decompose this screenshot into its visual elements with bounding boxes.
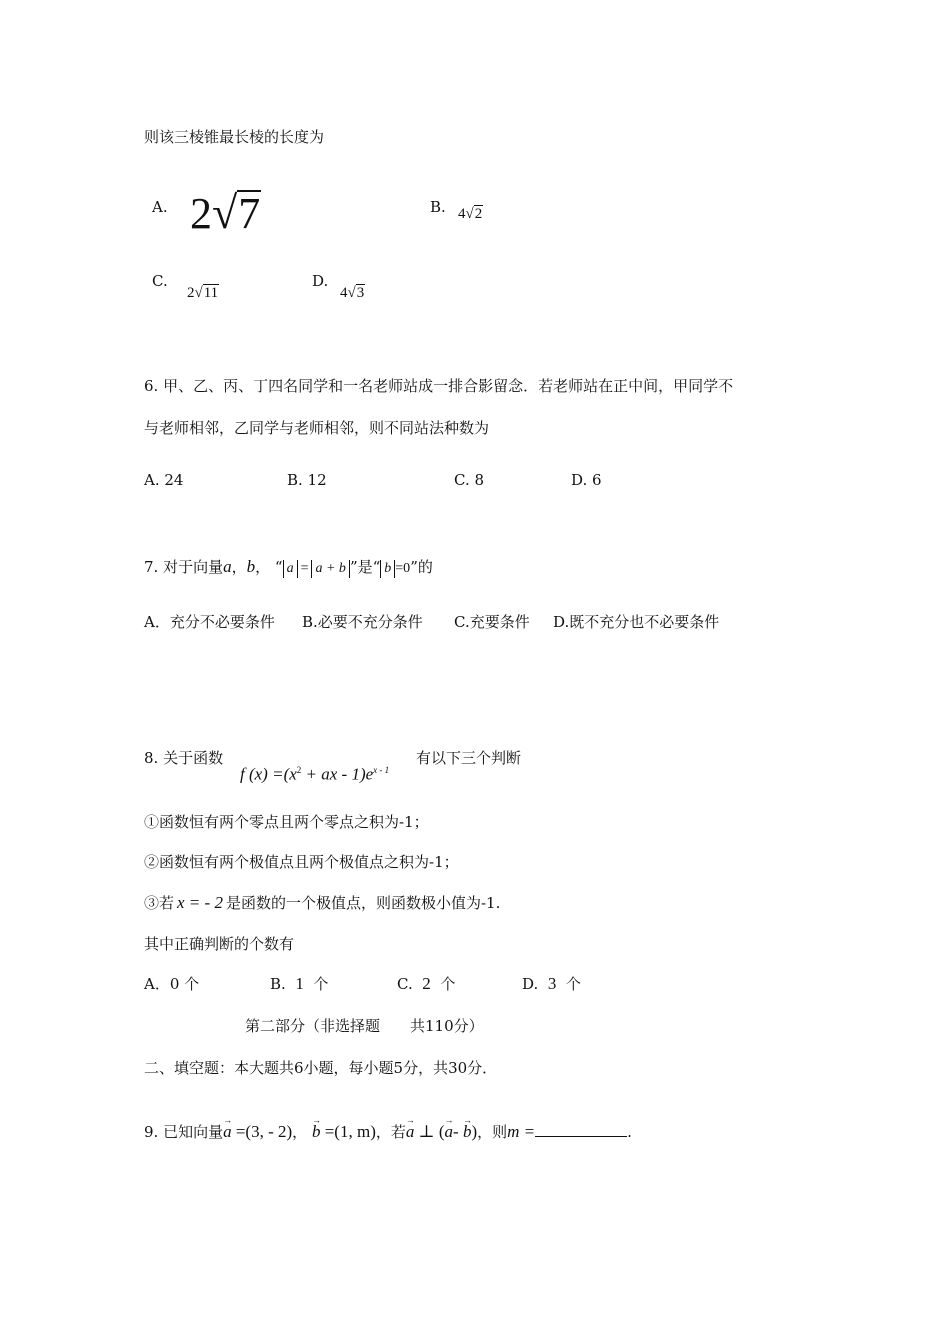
q8-judgment-2: ②函数恒有两个极值点且两个极值点之积为-1； [144,853,459,871]
q5-option-b-label: B. [430,198,446,216]
q9-answer-blank[interactable] [535,1122,627,1137]
q5-option-a-label: A. [152,198,168,216]
q8-function: f $(x) =(x^2$ + ax - $1)e^{x - 1}$ [240,764,390,784]
q8-stem-suffix: 有以下三个判断 [416,749,522,767]
q8-stem-prefix: 8. 关于函数 [144,749,224,767]
q6-stem-line2: 与老师相邻，乙同学与老师相邻，则不同站法种数为 [144,419,490,437]
q5-option-d-label: D. [312,272,329,290]
q8-option-a: A．0 个 [144,975,200,993]
q8-question: 其中正确判断的个数有 [144,935,295,953]
section-fill-in-heading: 二、填空题：本大题共6小题，每小题5分，共30分． [144,1059,498,1077]
q5-option-d-value: 4√3 [340,285,365,301]
q5-option-b-value: 4√2 [458,206,483,222]
q7-option-a: A．充分不必要条件 [144,613,275,631]
q6-option-d: D. 6 [571,471,602,489]
q8-judgment-1: ①函数恒有两个零点且两个零点之积为-1； [144,813,429,831]
q5-option-c-label: C. [152,272,168,290]
q6-option-b: B. 12 [287,471,327,489]
q7-option-d: D.既不充分也不必要条件 [553,613,720,631]
part2-title: 第二部分（非选择题 共110分） [245,1017,484,1035]
q6-option-a: A. 24 [144,471,184,489]
q8-option-b: B. 1 个 [270,974,329,993]
q5-option-c-value: 2√11 [187,285,219,301]
q7-stem: 7. 对于向量a，b， “ a = a + b ”是“ b =0”的 [144,557,433,576]
q7-option-b: B.必要不充分条件 [302,613,423,631]
q8-option-d: D. 3 个 [522,974,581,993]
q5-stem: 则该三棱锥最长棱的长度为 [144,128,325,146]
q6-option-c: C. 8 [454,471,485,489]
q6-stem-line1: 6. 甲、乙、丙、丁四名同学和一名老师站成一排合影留念．若老师站在正中间，甲同学不 [144,377,734,395]
q7-option-c: C.充要条件 [454,613,530,631]
q9-stem: 9. 已知向量→ a =(3, - 2)， → b =(1, m)，若→ a ⊥ (→ a- → b)，则m = . [144,1120,632,1144]
q8-judgment-3: ③若 x = - 2 是函数的一个极值点，则函数极小值为-1. [144,893,501,912]
q8-option-c: C. 2 个 [397,974,456,993]
q5-option-a-value: 2√7 [190,187,261,238]
